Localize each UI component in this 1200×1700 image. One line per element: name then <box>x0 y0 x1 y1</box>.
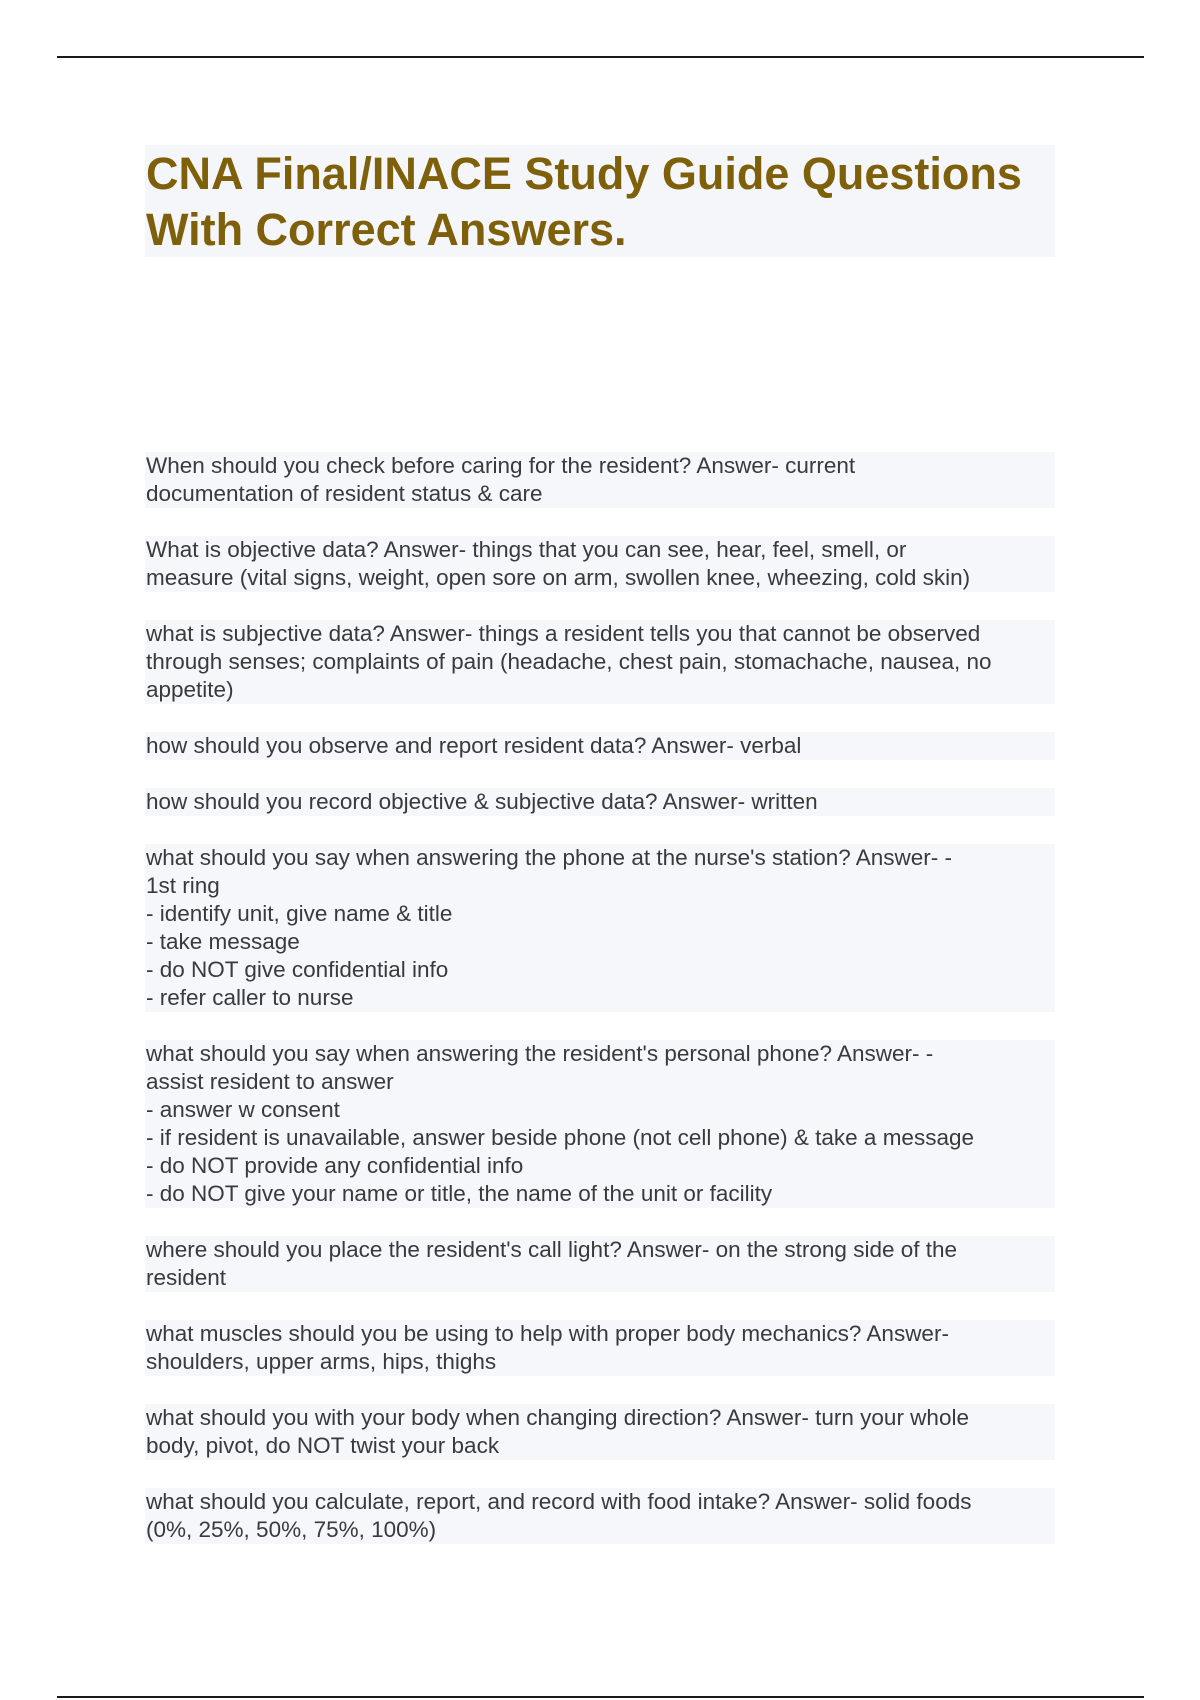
qa-text: what should you calculate, report, and record with food intake? Answer- solid foods (0%, 25%, 50%, 75%, 100%) <box>146 1489 972 1542</box>
bottom-rule <box>57 1696 1144 1698</box>
qa-item-1 <box>146 452 1076 508</box>
qa-text: what should you with your body when changing direction? Answer- turn your whole body, pivot, do NOT twist your back <box>146 1405 969 1458</box>
qa-item-10 <box>146 1404 1076 1460</box>
qa-item-11 <box>146 1488 1076 1544</box>
document-title: CNA Final/INACE Study Guide Questions With Correct Answers. <box>146 148 1022 255</box>
qa-item-4 <box>146 732 1076 760</box>
qa-item-5 <box>146 788 1076 816</box>
qa-text: what should you say when answering the phone at the nurse's station? Answer- - 1st ring - identify unit, give name & title - take message - do NOT give confidential info - refer caller to nurse <box>146 845 953 1010</box>
qa-text: what should you say when answering the resident's personal phone? Answer- - assist resident to answer - answer w consent - if resident is unavailable, answer beside phone (not cell phone) & take a message - do NOT provide any confidential info - do NOT give your name or title, the name of the unit or facility <box>146 1041 974 1206</box>
qa-text: When should you check before caring for the resident? Answer- current documentation of resident status & care <box>146 453 856 506</box>
qa-text: how should you record objective & subjective data? Answer- written <box>146 789 818 814</box>
top-rule <box>57 56 1144 58</box>
qa-item-7 <box>146 1040 1076 1208</box>
qa-item-9 <box>146 1320 1076 1376</box>
qa-text: where should you place the resident's call light? Answer- on the strong side of the resident <box>146 1237 958 1290</box>
qa-text: how should you observe and report resident data? Answer- verbal <box>146 733 802 758</box>
qa-text: what muscles should you be using to help with proper body mechanics? Answer- shoulders, upper arms, hips, thighs <box>146 1321 949 1374</box>
qa-item-8 <box>146 1236 1076 1292</box>
qa-item-3 <box>146 620 1076 704</box>
qa-item-2 <box>146 536 1076 592</box>
qa-list <box>146 452 1076 1572</box>
qa-text: What is objective data? Answer- things that you can see, hear, feel, smell, or measure (vital signs, weight, open sore on arm, swollen knee, wheezing, cold skin) <box>146 537 971 590</box>
qa-text: what is subjective data? Answer- things a resident tells you that cannot be observed through senses; complaints of pain (headache, chest pain, stomachache, nausea, no appetite) <box>146 621 992 702</box>
qa-item-6 <box>146 844 1076 1012</box>
